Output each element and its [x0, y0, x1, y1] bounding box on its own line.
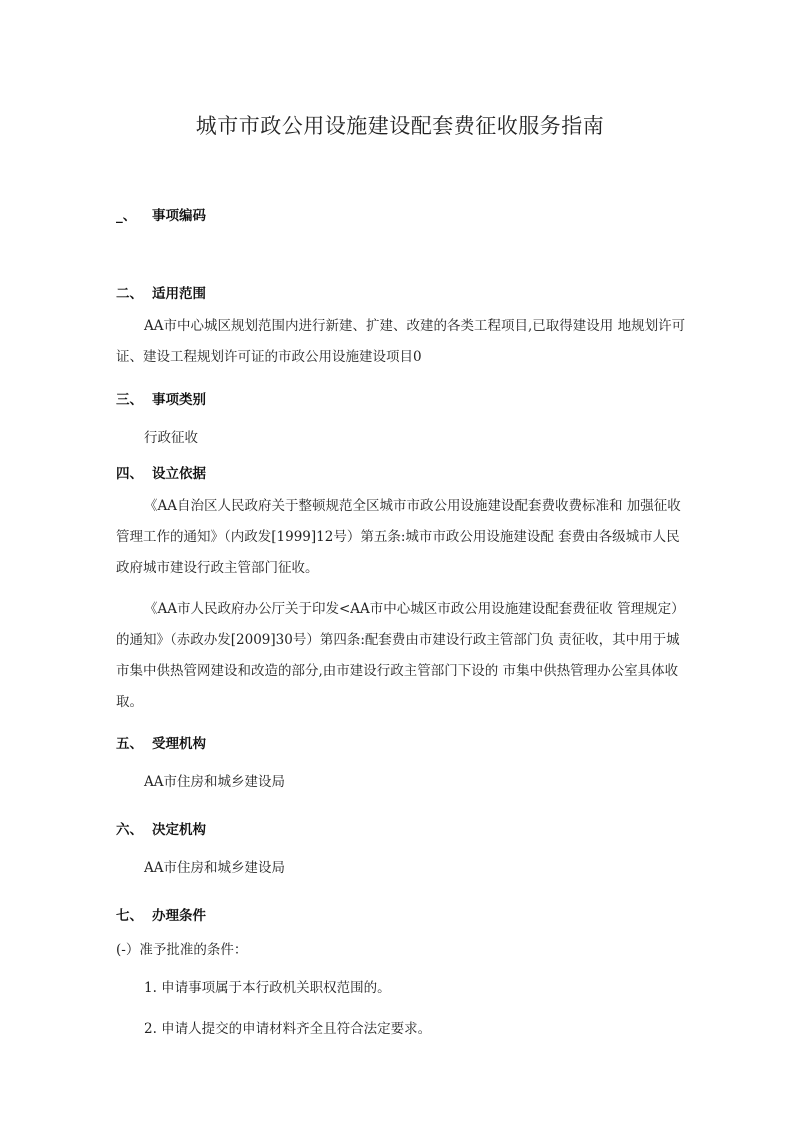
- section-label: 事项类别: [152, 392, 206, 408]
- section-label: 办理条件: [152, 908, 206, 924]
- section-number: 六、: [116, 822, 143, 838]
- section-number: _、: [116, 208, 137, 224]
- section-number: 四、: [116, 466, 143, 482]
- section-number: 五、: [116, 736, 143, 752]
- section-label: 受理机构: [152, 736, 206, 752]
- section-label: 适用范围: [152, 286, 206, 302]
- accepting-agency-text: AA市住房和城乡建设局: [144, 774, 285, 790]
- section-label: 设立依据: [152, 466, 206, 482]
- section-heading-conditions: [116, 904, 206, 924]
- section-heading-item-code: [116, 204, 206, 224]
- section-heading-deciding-agency: [116, 818, 206, 838]
- section-heading-scope: [116, 282, 206, 302]
- section-number: 二、: [116, 286, 143, 302]
- deciding-agency-text: AA市住房和城乡建设局: [144, 860, 285, 876]
- basis-paragraph-1: 《AA自治区人民政府关于整顿规范全区城市市政公用设施建设配套费收费标准和 加强征收管理工作的通知》（内政发[1999]12号）第五条:城市市政公用设施建设配 套费由各级城市人民政府城市建设行政主管部门征收。: [116, 498, 681, 576]
- section-heading-accepting-agency: [116, 732, 206, 752]
- basis-paragraph-2: 《AA市人民政府办公厅关于印发<AA市中心城区市政公用设施建设配套费征收 管理规定）的通知》（赤政办发[2009]30号）第四条:配套费由市建设行政主管部门负 责征收，其中用于城市集中供热管网建设和改造的部分,由市建设行政主管部门下设的 市集中供热管理办公室具体收取。: [116, 601, 685, 710]
- scope-paragraph: AA市中心城区规划范围内进行新建、扩建、改建的各类工程项目,已取得建设用 地规划许可证、建设工程规划许可证的市政公用设施建设项目0: [116, 318, 686, 365]
- condition-item: 2. 申请人提交的申请材料齐全且符合法定要求。: [144, 1021, 432, 1037]
- section-label: 决定机构: [152, 822, 206, 838]
- section-heading-basis: [116, 462, 206, 482]
- section-heading-category: [116, 388, 206, 408]
- section-number: 三、: [116, 392, 143, 408]
- category-text: 行政征收: [144, 430, 198, 446]
- section-number: 七、: [116, 908, 143, 924]
- condition-item: 1. 申请事项属于本行政机关职权范围的。: [144, 980, 391, 996]
- conditions-subheading: (-）准予批准的条件：: [116, 942, 248, 958]
- section-label: 事项编码: [152, 208, 206, 224]
- document-title: 城市市政公用设施建设配套费征收服务指南: [195, 114, 605, 138]
